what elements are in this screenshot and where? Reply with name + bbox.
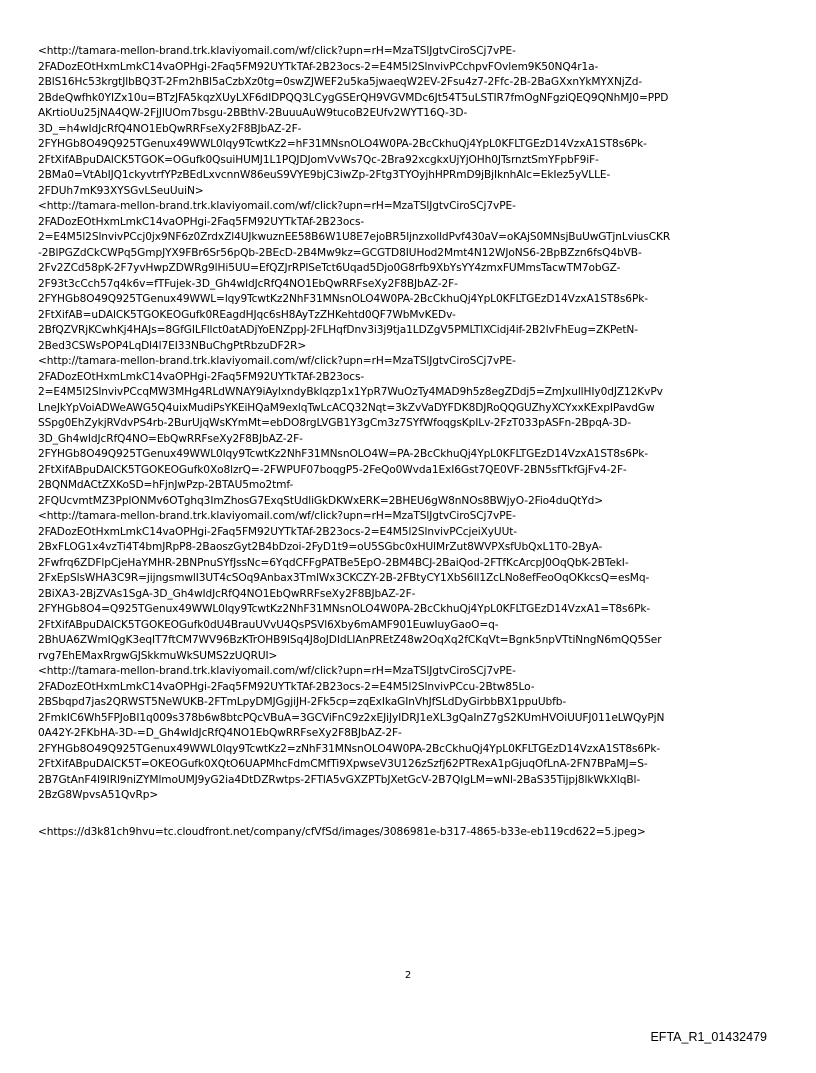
text-line: 2BhUA6ZWmIQgK3eqIT7ftCM7WV96BzKTrOHB9lSq4J8oJDIdLIAnPREtZ48w2OqXq2fCKqVt=Bgnk5npVTtiNngN6mQQ5Ser xyxy=(38,634,662,646)
text-line: 3D_Gh4wIdJcRfQ4NO=EbQwRRFseXy2F8BJbAZ-2F- xyxy=(38,432,303,445)
page-number: 2 xyxy=(404,970,412,981)
text-line: 3D_=h4wIdJcRfQ4NO1EbQwRRFseXy2F8BJbAZ-2F- xyxy=(38,122,302,135)
text-line: 2FYHGb8O49Q925TGenux49WWL0lqy9TcwtKz2=hF31MNsnOLO4W0PA-2BcCkhuQj4YpL0KFLTGEzD14VzxA1ST8s6Pk- xyxy=(38,138,647,150)
text-line: <http://tamara-mellon-brand.trk.klaviyomail.com/wf/click?upn=rH=MzaTSlJgtvCiroSCj7vPE- xyxy=(38,45,516,57)
text-line: 2FADozEOtHxmLmkC14vaOPHgi-2Faq5FM92UYTkTAf-2B23ocs-2=E4M5l2SlnvivPCcu-2Btw85Lo- xyxy=(38,680,535,693)
text-line: 2BQNMdACtZXKoSD=hFjnJwPzp-2BTAU5mo2tmf- xyxy=(38,479,294,491)
text-line: 2BMa0=VtAbIJQ1ckyvtrfYPzBEdLxvcnnW86euS9VYE9bjC3iwZp-2Ftg3TYOyjhHPRmD9jBjIknhAlc=EkIez5yVLLE- xyxy=(38,169,611,181)
text-line: 2FtXifABpuDAlCK5TGOKEOGufk0dU4BrauUVvU4QsPSVl6Xby6mAMF901EuwIuyGaoO=q- xyxy=(38,618,499,631)
text-line: 2FQUcvmtMZ3PplONMv6OTghq3ImZhosG7ExqStUdliGkDKWxERK=2BHEU6gW8nNOs8BWjyO-2Fio4duQtYd> xyxy=(38,494,604,507)
paragraph-gap xyxy=(38,804,780,825)
text-line: 2FxEpSlsWHA3C9R=jijngsmwlI3UT4cSOq9Anbax3TmlWx3CKCZY-2B-2FBtyCY1XbS6ll1ZcLNo8efFeoOqOKkcsQ=esMq- xyxy=(38,572,650,584)
text-line: 2BzG8WpvsA51QvRp> xyxy=(38,789,159,801)
text-line: 2=E4M5l2SlnvivPCcqMW3MHg4RLdWNAY9iAylxndyBklqzp1x1YpR7WuOzTy4MAD9h5z8egZDdj5=ZmJxullHIy0dJZ12KvPv xyxy=(38,386,663,398)
text-line: 2FYHGb8O49Q925TGenux49WWL=lqy9TcwtKz2NhF31MNsnOLO4W0PA-2BcCkhuQj4YpL0KFLTGEzD14VzxA1ST8s6Pk- xyxy=(38,293,648,305)
text-line: 2=E4M5l2SlnvivPCcj0jx9NF6z0ZrdxZl4UJkwuznEE58B6W1U8E7ejoBR5ljnzxolldPvf430aV=oKAjS0MNsjBuUwGTjnLviusCKR xyxy=(38,231,671,243)
text-line: 2BlS16Hc53krgtJlbBQ3T-2Fm2hBl5aCzbXz0tg=0swZJWEF2u5ka5jwaeqW2EV-2Fsu4z7-2Ffc-2B-2BaGXxnYkMYXNjZd- xyxy=(38,76,643,88)
text-line: AKrtioUu25jNA4QW-2FjJlUOm7bsgu-2BBthV-2BuuuAuW9tucoB2EUfv2WYT16Q-3D- xyxy=(38,107,468,119)
text-line: <http://tamara-mellon-brand.trk.klaviyomail.com/wf/click?upn=rH=MzaTSlJgtvCiroSCj7vPE- xyxy=(38,665,516,677)
text-line: 2FmkIC6Wh5FPJoBI1q009s378b6w8btcPQcVBuA=3GCViFnC9z2xEJiJyIDRJ1eXL3gQaInZ7gS2KUmHVOiUUFJ011eLWQyPjN xyxy=(38,711,665,724)
text-line: <http://tamara-mellon-brand.trk.klaviyomail.com/wf/click?upn=rH=MzaTSlJgtvCiroSCj7vPE- xyxy=(38,510,516,522)
text-line: <http://tamara-mellon-brand.trk.klaviyomail.com/wf/click?upn=rH=MzaTSlJgtvCiroSCj7vPE- xyxy=(38,355,516,367)
text-line: 2FYHGb8O4=Q925TGenux49WWL0lqy9TcwtKz2NhF31MNsnOLO4W0PA-2BcCkhuQj4YpL0KFLTGEzD14VzxA1=T8s6Pk- xyxy=(38,603,651,615)
text-line: rvg7EhEMaxRrgwGJSkkmuWkSUMS2zUQRUI> xyxy=(38,649,278,662)
text-line: SSpg0EhZykjRVdvPS4rb-2BurUjqWsKYmMt=ebDO8rgLVGB1Y3gCm3z7SYfWfoqgsKpILv-2FzT033pASFn-2BpqA-3D- xyxy=(38,417,631,429)
email-body-text xyxy=(38,44,780,840)
text-line: 2FADozEOtHxmLmkC14vaOPHgi-2Faq5FM92UYTkTAf-2B23ocs-2=E4M5l2SlnvivPCcjeiXyUUt- xyxy=(38,525,518,538)
text-line: 2FtXifABpuDAlCK5T=OKEOGufk0XQtO6UAPMhcFdmCMfTi9XpwseV3U126zSzfj62PTRexA1pGjuqOfLnA-2FN7BPaMJ=S- xyxy=(38,758,648,770)
text-line: 2BiXA3-2BjZVAs1SgA-3D_Gh4wIdJcRfQ4NO1EbQwRRFseXy2F8BJbAZ-2F- xyxy=(38,587,416,600)
text-line: 2FDUh7mK93XYSGvLSeuUuiN> xyxy=(38,184,204,197)
image-link-text: <https://d3k81ch9hvu=tc.cloudfront.net/company/cfVfSd/images/3086981e-b317-4865-b33e-eb119cd622=5.jpeg> xyxy=(38,825,646,838)
text-line: 2Bed3CSWsPOP4LqDl4l7EI33NBuChgPtRbzuDF2R> xyxy=(38,339,307,352)
text-line: 2FtXifABpuDAlCK5TGOKEOGufk0Xo8lzrQ=-2FWPUF07boqgP5-2FeQo0Wvda1ExI6Gst7QE0VF-2BN5sfTkfGjFv4-2F- xyxy=(38,463,627,476)
text-line: 2F93t3cCch57q4k6v=fTFujek-3D_Gh4wIdJcRfQ4NO1EbQwRRFseXy2F8BJbAZ-2F- xyxy=(38,277,458,290)
bates-number: EFTA_R1_01432479 xyxy=(650,1030,767,1044)
text-line: 2FYHGb8O49Q925TGenux49WWL0lqy9TcwtKz2=zNhF31MNsnOLO4W0PA-2BcCkhuQj4YpL0KFLTGEzD14VzxA1ST8s6Pk- xyxy=(38,742,661,755)
text-line: 2BSbqpd7jas2QRWST5NeWUKB-2FTmLpyDMJGgjiJH-2Fk5cp=zqExIkaGInVhJfSLdDyGirbbBX1ppuUbfb- xyxy=(38,696,567,708)
text-line: 2FtXifABpuDAlCK5TGOK=OGufk0QsuiHUMJ1L1PQJDJomVvWs7Qc-2Bra92xcgkxUjYjOHh0JTsrnztSmYFpbF9iF- xyxy=(38,153,599,166)
text-line: 2Fwfrq6ZDFlpCjeHaYMHR-2BNPnuSYfJssNc=6YqdCFFgPATBe5EpO-2BM4BCJ-2BaiQod-2FTfKcArcpJ0OqQbK-2BTekI- xyxy=(38,556,629,569)
text-line: 2BfQZVRjKCwhKj4HAJs=8GfGILFllct0atADjYoENZppJ-2FLHqfDnv3i3j9tja1LDZgV5PMLTlXCidj4if-2B2lvFhEug=ZKPetN- xyxy=(38,324,638,336)
text-line: <http://tamara-mellon-brand.trk.klaviyomail.com/wf/click?upn=rH=MzaTSlJgtvCiroSCj7vPE- xyxy=(38,200,516,212)
text-line: 0A42Y-2FKbHA-3D-=D_Gh4wIdJcRfQ4NO1EbQwRRFseXy2F8BJbAZ-2F- xyxy=(38,727,402,739)
text-line: 2BxFLOG1x4vzTi4T4bmJRpP8-2BaoszGyt2B4bDzoi-2FyD1t9=oU5SGbc0xHUlMrZut8WVPXsfUbQxL1T0-2ByA- xyxy=(38,541,603,553)
text-line: -2BlPGZdCkCWPq5GmpJYX9FBr6Sr56pQb-2BEcD-2B4Mw9kz=GCGTD8IUHod2Mmt4N12WJoNS6-2BpBZzn6fsQ4bVB- xyxy=(38,246,642,259)
text-line: 2Fv2ZCd58pK-2F7yvHwpZDWRg9lHi5UU=EfQZJrRPlSeTct6Uqad5Djo0G8rfb9XbYsYY4zmxFUMmsTacwTM7obGZ- xyxy=(38,262,621,274)
text-line: 2BdeQwfhk0YIZx10u=BTzJFA5kqzXUyLXF6dIDPQQ3LCygGSErQH9VGVMDc6Jt54T5uLSTIR7fmOgNFgziQEQ9QNhMJ0=PPD xyxy=(38,91,669,104)
url-lines xyxy=(38,44,780,804)
text-line: 2FADozEOtHxmLmkC14vaOPHgi-2Faq5FM92UYTkTAf-2B23ocs-2=E4M5l2SlnvivPCchpvFOvlem9K50NQ4r1a- xyxy=(38,60,599,73)
text-line: 2FADozEOtHxmLmkC14vaOPHgi-2Faq5FM92UYTkTAf-2B23ocs- xyxy=(38,215,365,228)
text-line: 2FADozEOtHxmLmkC14vaOPHgi-2Faq5FM92UYTkTAf-2B23ocs- xyxy=(38,370,365,383)
text-line: LneJkYpVoiADWeAWG5Q4uixMudiPsYKEiHQaM9exlqTwLcACQ32Nqt=3kZvVaDYFDK8DJRoQQGUZhyXCYxxKExpIPavdGw xyxy=(38,401,655,414)
text-line: 2FYHGb8O49Q925TGenux49WWL0lqy9TcwtKz2NhF31MNsnOLO4W=PA-2BcCkhuQj4YpL0KFLTGEzD14VzxA1ST8s6Pk- xyxy=(38,448,648,460)
text-line: 2FtXifAB=uDAlCK5TGOKEOGufk0REagdHJqc6sH8AyTzZHKehtd0QF7WbMvKEDv- xyxy=(38,308,456,321)
text-line: 2B7GtAnF4I9IRl9niZYMlmoUMJ9yG2ia4DtDZRwtps-2FTlA5vGXZPTbJXetGcV-2B7QIgLM=wNl-2BaS35Tijpj8lkWkXlqBl- xyxy=(38,773,641,786)
